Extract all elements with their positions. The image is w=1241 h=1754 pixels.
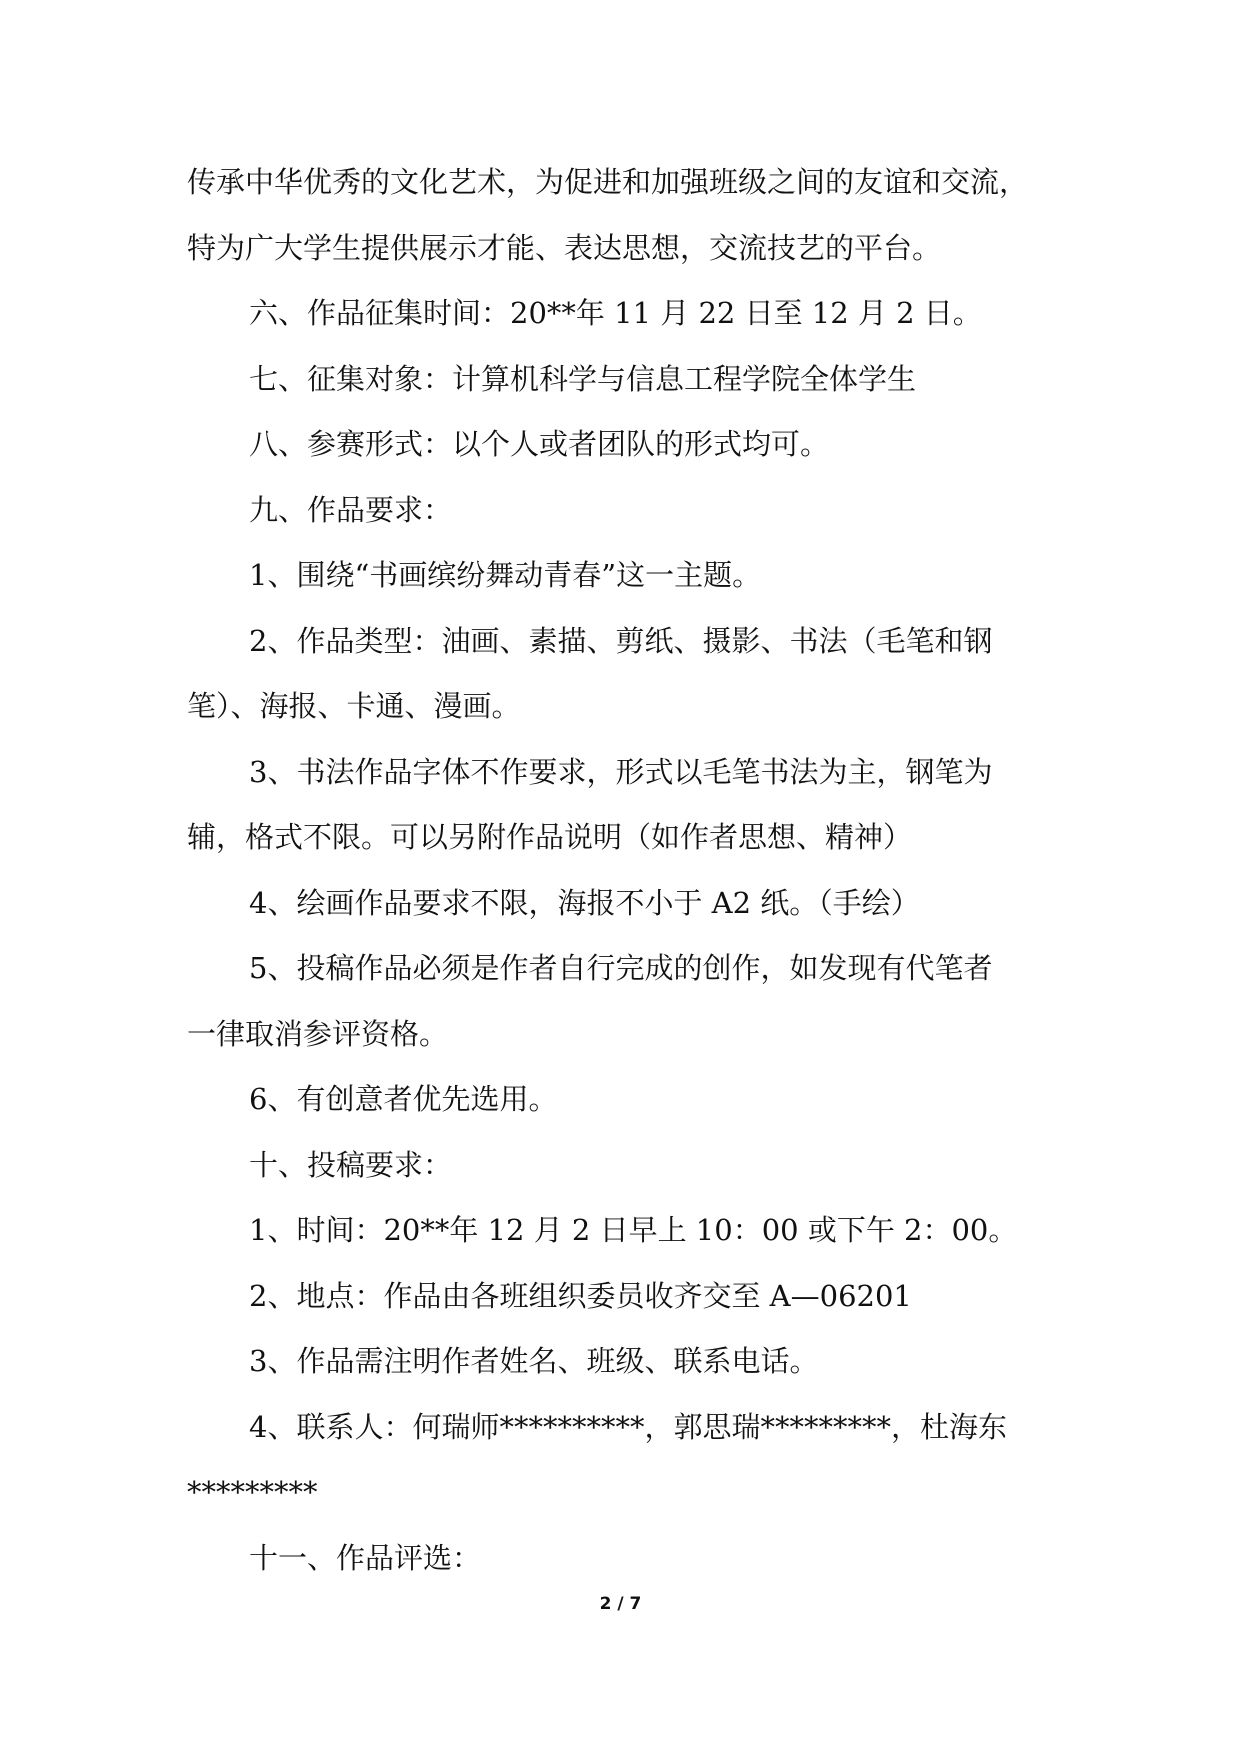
text-line: 六、作品征集时间：20**年 11 月 22 日至 12 月 2 日。 (249, 296, 982, 330)
text-line: 七、征集对象：计算机科学与信息工程学院全体学生 (249, 361, 917, 396)
text-line: 2、地点：作品由各班组织委员收齐交至 A—06201 (249, 1278, 912, 1313)
text-line: 2、作品类型：油画、素描、剪纸、摄影、书法（毛笔和钢 (249, 623, 993, 658)
text-line: 5、投稿作品必须是作者自行完成的创作，如发现有代笔者 (249, 951, 993, 985)
text-line: ********* (187, 1475, 318, 1509)
text-line: 十一、作品评选： (249, 1540, 482, 1575)
text-line: 九、作品要求： (249, 492, 453, 527)
text-line: 4、联系人：何瑞师**********，郭思瑞*********，杜海东 (249, 1409, 1007, 1444)
document-body (187, 150, 1067, 1591)
text-line: 1、时间：20**年 12 月 2 日早上 10：00 或下午 2：00。 (249, 1213, 1018, 1247)
text-line: 笔）、海报、卡通、漫画。 (187, 689, 521, 723)
page-number: 2 / 7 (599, 1594, 642, 1614)
text-line: 3、书法作品字体不作要求，形式以毛笔书法为主，钢笔为 (249, 754, 993, 789)
text-line: 辅，格式不限。可以另附作品说明（如作者思想、精神） (187, 820, 913, 854)
text-line: 传承中华优秀的文化艺术，为促进和加强班级之间的友谊和交流， (187, 165, 1029, 199)
text-line: 3、作品需注明作者姓名、班级、联系电话。 (249, 1344, 819, 1378)
text-line: 4、绘画作品要求不限，海报不小于 A2 纸。（手绘） (249, 885, 920, 920)
text-line: 特为广大学生提供展示才能、表达思想，交流技艺的平台。 (187, 230, 942, 265)
text-line: 一律取消参评资格。 (187, 1016, 449, 1051)
text-line: 八、参赛形式：以个人或者团队的形式均可。 (249, 427, 830, 461)
text-line: 十、投稿要求： (249, 1147, 453, 1182)
text-line: 6、有创意者优先选用。 (249, 1082, 558, 1116)
text-line: 1、围绕“书画缤纷舞动青春”这一主题。 (249, 558, 762, 592)
